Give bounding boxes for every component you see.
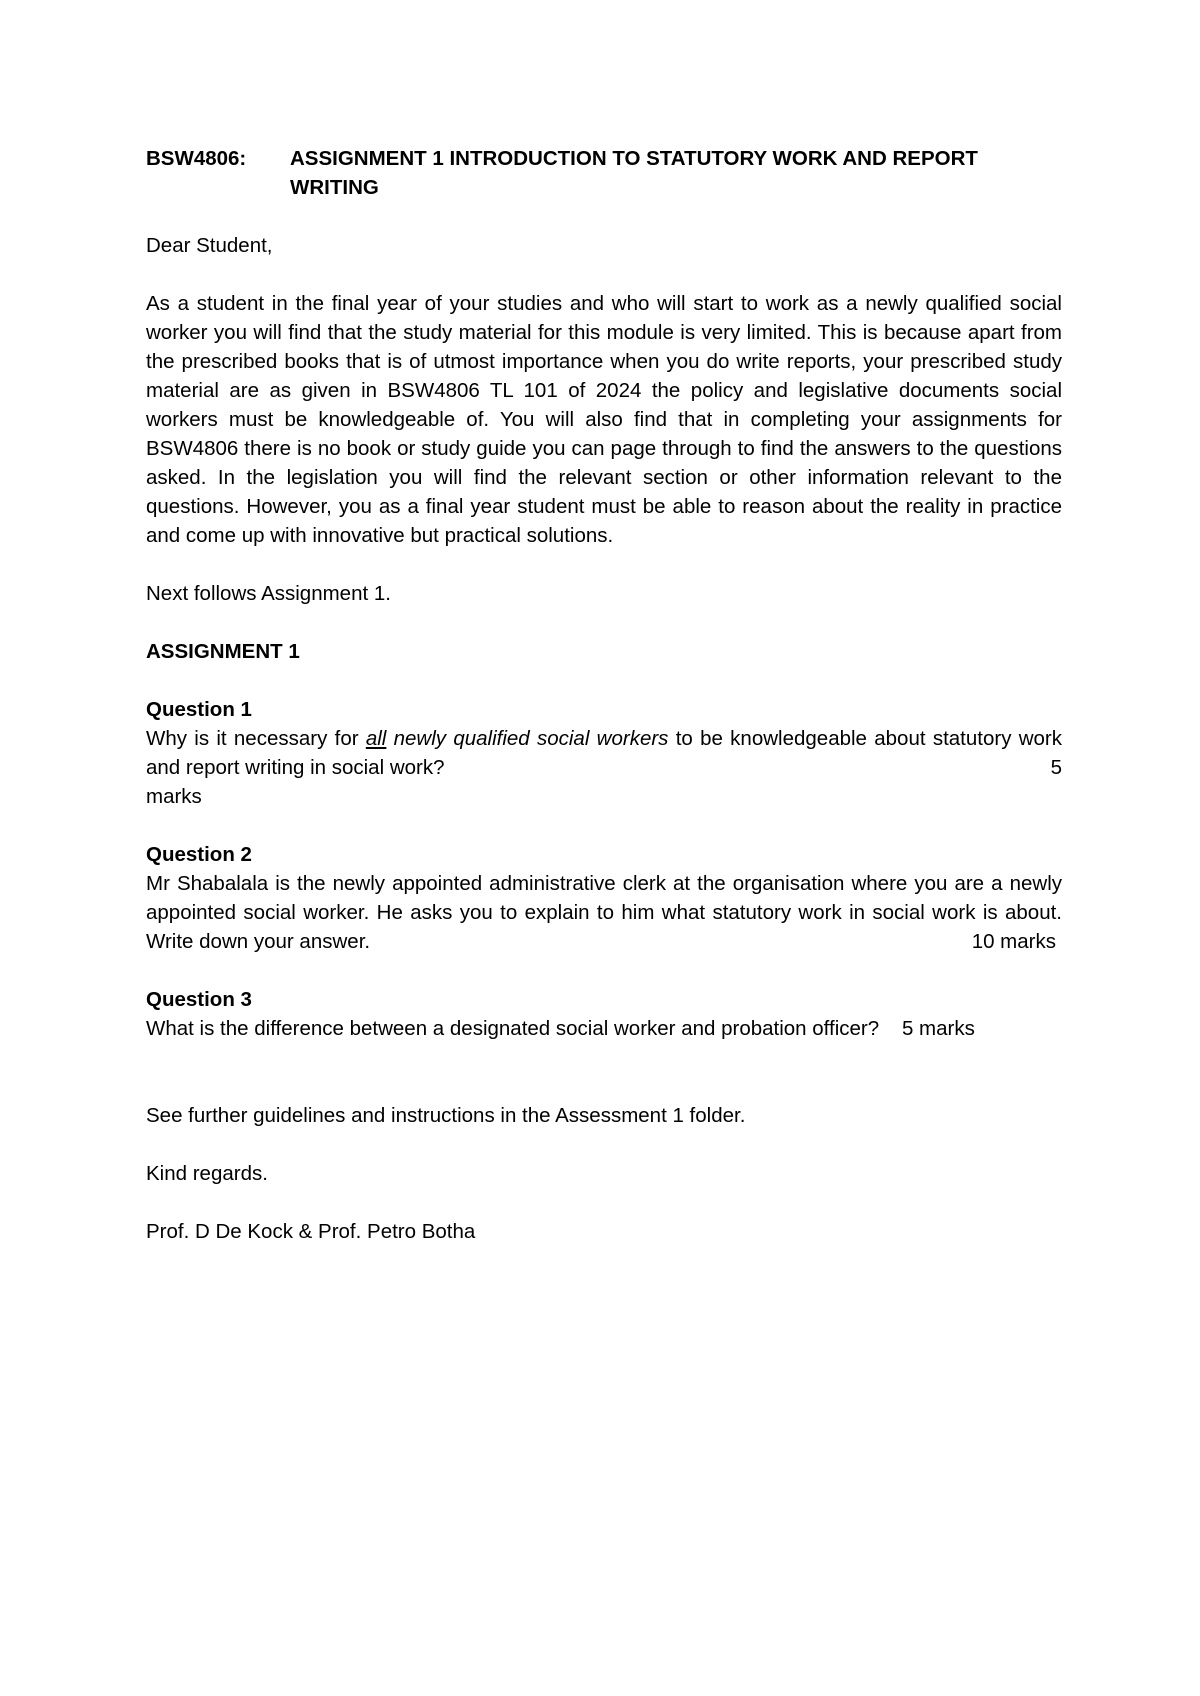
greeting: Dear Student, — [146, 234, 273, 257]
guidelines-note: See further guidelines and instructions in the Assessment 1 folder. — [146, 1104, 746, 1127]
document-page — [146, 144, 1062, 1275]
question-marks-word: marks — [146, 785, 202, 808]
question-title: Question 3 — [146, 988, 252, 1011]
question-3 — [146, 985, 1062, 1043]
next-follows: Next follows Assignment 1. — [146, 582, 391, 605]
assignment-title: ASSIGNMENT 1 INTRODUCTION TO STATUTORY WORK AND REPORT WRITING — [290, 147, 978, 199]
closing: Kind regards. — [146, 1162, 268, 1185]
question-title: Question 2 — [146, 843, 252, 866]
module-code: BSW4806: — [146, 147, 247, 170]
question-text: Why is it necessary for all newly qualified social workers to be knowledgeable about statutory work and report writing in social work? 5 — [146, 724, 1062, 782]
signature: Prof. D De Kock & Prof. Petro Botha — [146, 1220, 476, 1243]
question-1 — [146, 695, 1062, 811]
document-heading — [146, 144, 1062, 202]
question-marks: 5 marks — [901, 1017, 975, 1040]
question-2 — [146, 840, 1062, 956]
assignment-heading: ASSIGNMENT 1 — [146, 640, 300, 663]
intro-paragraph: As a student in the final year of your studies and who will start to work as a newly qualified social worker you will find that the study material for this module is very limited. This is because apart from the prescribed books that is of utmost importance when you do write reports, your prescribed study material are as given in BSW4806 TL 101 of 2024 the policy and legislative documents social workers must be knowledgeable of. You will also find that in completing your assignments for BSW4806 there is no book or study guide you can page through to find the answers to the questions asked. In the legislation you will find the relevant section or other information relevant to the questions. However, you as a final year student must be able to reason about the reality in practice and come up with innovative but practical solutions. — [146, 292, 1062, 547]
emphasis-all: all — [365, 727, 387, 750]
question-text: What is the difference between a designated social worker and probation officer? 5 marks — [146, 1017, 975, 1040]
question-title: Question 1 — [146, 698, 252, 721]
question-marks: 10 marks — [971, 930, 1056, 953]
question-marks-number: 5 — [1050, 756, 1062, 779]
emphasis-text: newly qualified social workers — [386, 727, 669, 750]
question-text: Mr Shabalala is the newly appointed administrative clerk at the organisation where you are a newly appointed social worker. He asks you to explain to him what statutory work in social work is about. Write down your answer. 10 marks — [146, 869, 1062, 956]
